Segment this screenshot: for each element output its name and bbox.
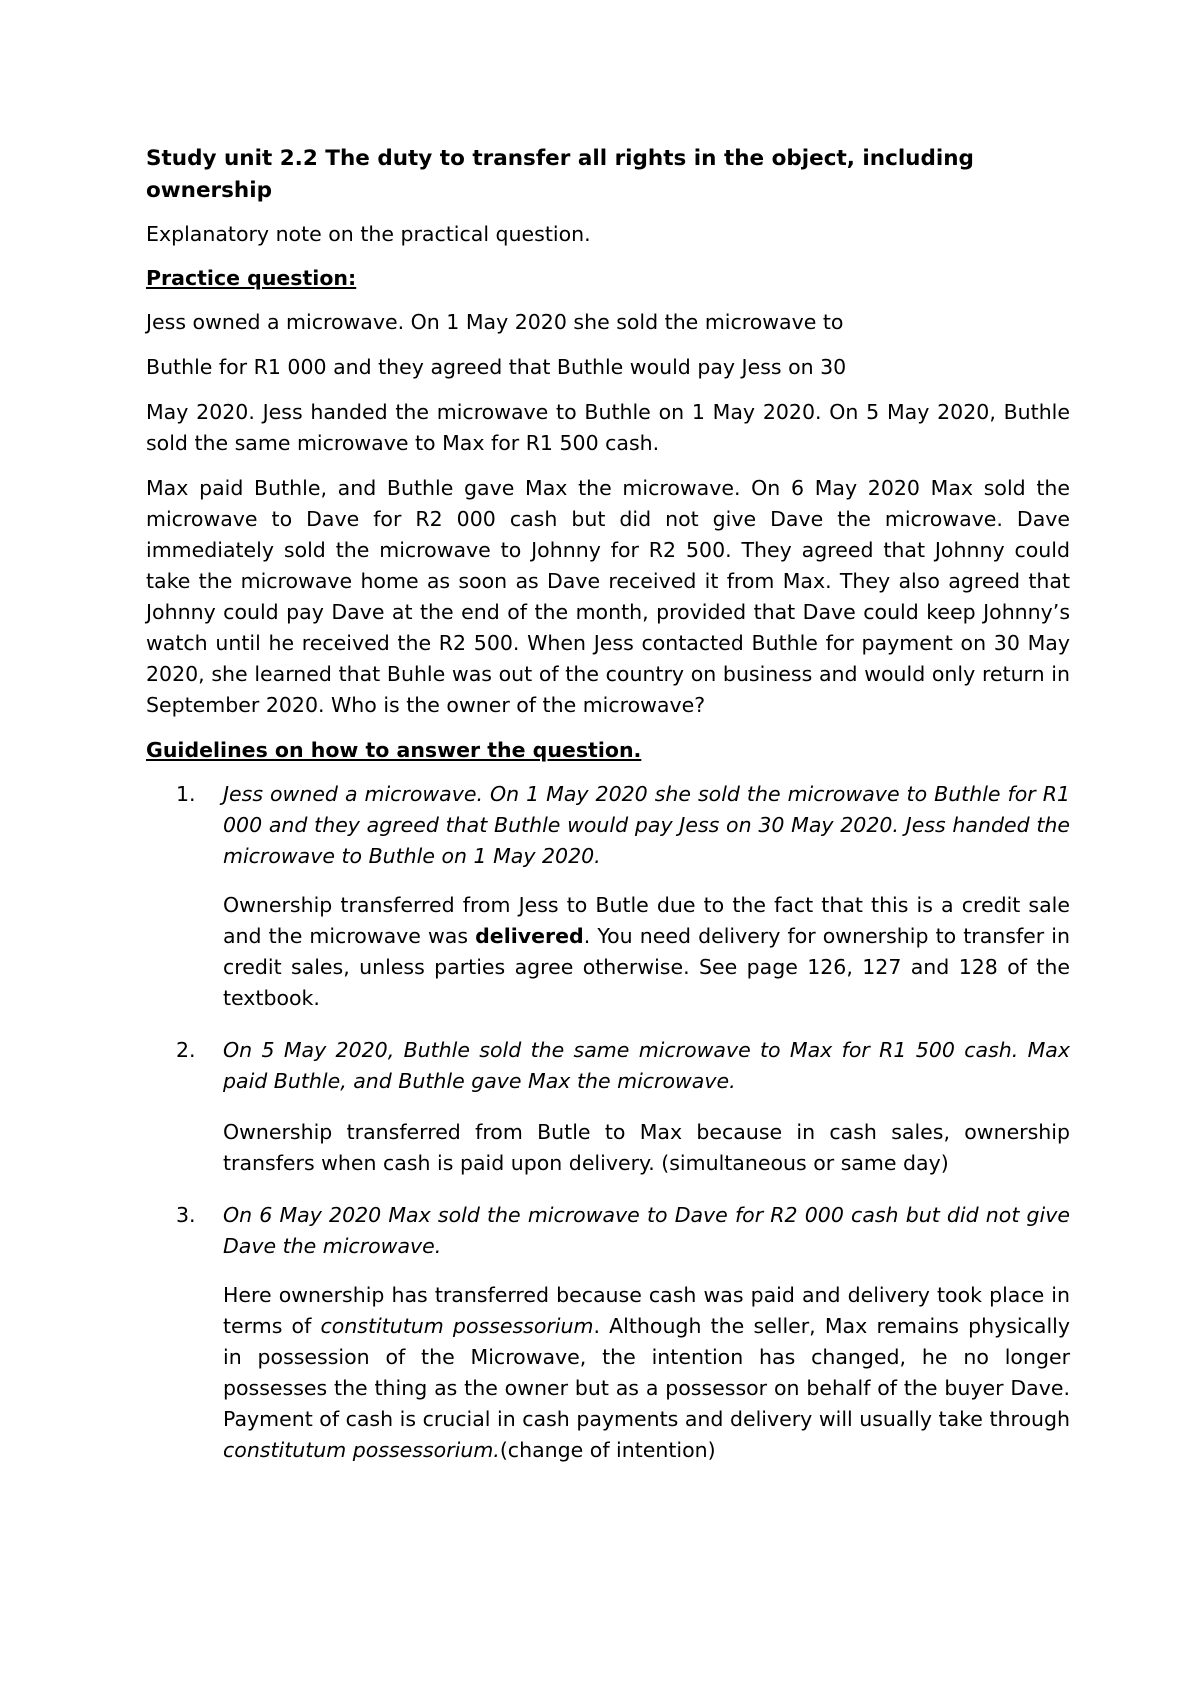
answer-text: (change of intention) [499, 1438, 716, 1462]
document-title: Study unit 2.2 The duty to transfer all rights in the object, including ownership [146, 146, 974, 203]
list-item-answer: Ownership transferred from Butle to Max because in cash sales, ownership transfers when cash is paid upon delivery. (simultaneous or same day) [223, 1120, 1070, 1175]
list-item-answer [223, 890, 1070, 1014]
question-paragraph-3: May 2020. Jess handed the microwave to Buthle on 1 May 2020. On 5 May 2020, Buthle sold the same microwave to Max for R1 500 cash. [146, 400, 1070, 455]
list-item-number: 3. [176, 1203, 196, 1227]
list-item-quote: Jess owned a microwave. On 1 May 2020 she sold the microwave to Buthle for R1 000 and they agreed that Buthle would pay Jess on 30 May 2020. Jess handed the microwave to Buthle on 1 May 2020. [223, 782, 1070, 868]
list-item-number: 2. [176, 1038, 196, 1062]
list-item-quote: On 5 May 2020, Buthle sold the same microwave to Max for R1 500 cash. Max paid Buthle, and Buthle gave Max the microwave. [223, 1038, 1070, 1093]
list-item [146, 1035, 1070, 1179]
answer-text: . Although the seller, Max remains physically in possession of the Microwave, the intention has changed, he no longer possesses the thing as the owner but as a possessor on behalf of the buyer Dave. Payment of cash is crucial in cash payments and delivery will usually take through [223, 1314, 1070, 1431]
guidelines-list [146, 779, 1070, 1466]
list-item-quote: On 6 May 2020 Max sold the microwave to Dave for R2 000 cash but did not give Dave the microwave. [223, 1203, 1070, 1258]
answer-text: . You need delivery for ownership to transfer in credit sales, unless parties agree otherwise. See page 126, 127 and 128 of the textbook. [223, 924, 1070, 1010]
question-line-1: Jess owned a microwave. On 1 May 2020 she sold the microwave to [146, 310, 844, 334]
document-subtitle: Explanatory note on the practical question. [146, 222, 591, 246]
answer-italic-text: constitutum possessorium [320, 1314, 594, 1338]
list-item-answer [223, 1280, 1070, 1466]
answer-italic-text: constitutum possessorium. [223, 1438, 500, 1462]
answer-bold-text: delivered [475, 924, 584, 948]
guidelines-heading: Guidelines on how to answer the question. [146, 738, 642, 762]
list-item-number: 1. [176, 782, 196, 806]
question-line-2: Buthle for R1 000 and they agreed that Buthle would pay Jess on 30 [146, 355, 847, 379]
list-item [146, 1200, 1070, 1466]
list-item [146, 779, 1070, 1014]
question-paragraph-4: Max paid Buthle, and Buthle gave Max the microwave. On 6 May 2020 Max sold the microwave to Dave for R2 000 cash but did not give Dave the microwave. Dave immediately sold the microwave to Johnny for R2 500. They agreed that Johnny could take the microwave home as soon as Dave received it from Max. They also agreed that Johnny could pay Dave at the end of the month, provided that Dave could keep Johnny’s watch until he received the R2 500. When Jess contacted Buthle for payment on 30 May 2020, she learned that Buhle was out of the country on business and would only return in September 2020. Who is the owner of the microwave? [146, 476, 1070, 717]
practice-question-heading: Practice question: [146, 266, 357, 290]
answer-text: Here ownership has transferred because cash was paid and delivery took place in terms of [223, 1283, 1070, 1338]
answer-text: Ownership transferred from Jess to Butle due to the fact that this is a credit sale and the microwave was [223, 893, 1070, 948]
